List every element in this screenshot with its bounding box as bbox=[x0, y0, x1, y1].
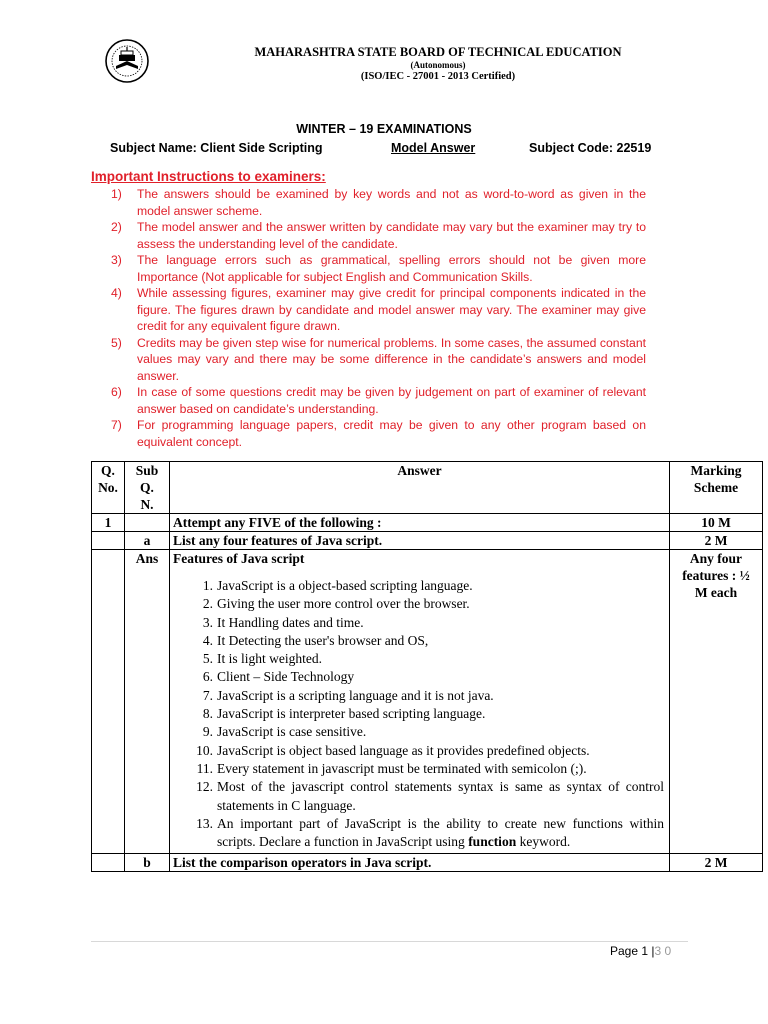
list-item bbox=[191, 815, 664, 852]
q1a-question: List any four features of Java script. bbox=[170, 532, 670, 550]
list-item bbox=[191, 614, 664, 632]
marks-line: M each bbox=[694, 585, 738, 600]
instruction-number: 4) bbox=[111, 286, 122, 300]
board-name: MAHARASHTRA STATE BOARD OF TECHNICAL EDUCATION bbox=[254, 45, 622, 59]
feature-text: JavaScript is object based language as it provides predefined objects. bbox=[217, 742, 590, 758]
table-header-row bbox=[92, 462, 763, 514]
list-item bbox=[191, 742, 664, 760]
instruction-text: While assessing figures, examiner may give credit for principal components indicated in the figure. The figures drawn by candidate and model answer may vary. The examiner may give credit for any equivalent figure drawn. bbox=[137, 286, 646, 333]
instruction-text: In case of some questions credit may be given by judgement on part of examiner of relevant answer based on candidate’s understanding. bbox=[137, 385, 646, 416]
list-item bbox=[191, 668, 664, 686]
feature-text: JavaScript is interpreter based scripting language. bbox=[217, 706, 486, 722]
marks-line: features : ½ bbox=[682, 568, 750, 583]
table-row-q1a bbox=[92, 532, 763, 550]
instruction-text: Credits may be given step wise for numerical problems. In some cases, the assumed constant values may vary and there may be some difference in the candidate’s answers and model answer. bbox=[137, 335, 646, 383]
answer-marks bbox=[670, 550, 763, 854]
feature-number: 4. bbox=[202, 632, 213, 648]
feature-text: Giving the user more control over the browser. bbox=[217, 596, 470, 612]
instruction-item bbox=[111, 384, 646, 417]
marks-line: Any four bbox=[689, 551, 743, 566]
header-marking-line: Scheme bbox=[693, 480, 739, 495]
q1a-marks: 2 M bbox=[670, 532, 763, 550]
autonomous-label: (Autonomous) bbox=[410, 60, 466, 70]
feature-number: 3. bbox=[202, 614, 213, 630]
q1-marks: 10 M bbox=[670, 514, 763, 532]
header-marking-line: Marking bbox=[690, 463, 742, 478]
list-item bbox=[191, 760, 664, 778]
header-sub-line: N. bbox=[140, 497, 154, 512]
answer-body bbox=[170, 550, 670, 854]
feature-number: 9. bbox=[202, 724, 213, 740]
instruction-item bbox=[111, 219, 646, 252]
table-row-q1 bbox=[92, 514, 763, 532]
header-subqno bbox=[125, 462, 170, 514]
q1-sub bbox=[125, 514, 170, 532]
footer-divider bbox=[91, 941, 688, 942]
q1-instruction: Attempt any FIVE of the following : bbox=[170, 514, 670, 532]
instruction-item bbox=[111, 285, 646, 335]
feature-number: 12. bbox=[196, 779, 213, 795]
instructions-title: Important Instructions to examiners: bbox=[91, 169, 326, 184]
feature-number: 6. bbox=[202, 669, 213, 685]
list-item bbox=[191, 687, 664, 705]
header-sub-line: Sub bbox=[135, 463, 159, 478]
feature-text: Client – Side Technology bbox=[217, 669, 355, 685]
features-list bbox=[173, 577, 666, 851]
instruction-text: For programming language papers, credit may be given to any other program based on equivalent concept. bbox=[137, 418, 646, 449]
subject-name: Subject Name: Client Side Scripting bbox=[110, 141, 323, 155]
instruction-text: The language errors such as grammatical, spelling errors should not be given more Importance (Not applicable for subject English and Communication Skills. bbox=[137, 253, 646, 284]
instructions-list bbox=[111, 186, 646, 450]
feature-text: It Handling dates and time. bbox=[217, 614, 364, 630]
list-item bbox=[191, 632, 664, 650]
page-total: 3 0 bbox=[654, 944, 672, 958]
feature-number: 11. bbox=[196, 760, 213, 776]
feature-text: JavaScript is a scripting language and it is not java. bbox=[217, 687, 494, 703]
answer-number bbox=[92, 550, 125, 854]
feature-number: 2. bbox=[202, 596, 213, 612]
feature-number: 1. bbox=[202, 578, 213, 593]
feature-number: 13. bbox=[196, 815, 213, 831]
header-sub-line: Q. bbox=[140, 480, 154, 495]
feature-text: An important part of JavaScript is the ability to create new functions within scripts. Declare a function in JavaScript using bbox=[217, 815, 664, 850]
list-item bbox=[191, 577, 664, 595]
instruction-text: The answers should be examined by key words and not as word-to-word as given in the model answer scheme. bbox=[137, 187, 646, 218]
instruction-number: 3) bbox=[111, 253, 122, 267]
list-item bbox=[191, 705, 664, 723]
instruction-item bbox=[111, 252, 646, 285]
feature-number: 5. bbox=[202, 651, 213, 667]
feature-text: keyword. bbox=[519, 834, 571, 850]
q1a-sub: a bbox=[125, 532, 170, 550]
q1b-sub: b bbox=[125, 854, 170, 872]
instruction-item bbox=[111, 417, 646, 450]
feature-text: Most of the javascript control statements syntax is same as syntax of control statements in C language. bbox=[217, 779, 664, 813]
instruction-number: 1) bbox=[111, 187, 122, 201]
instruction-number: 5) bbox=[111, 335, 122, 350]
model-answer-label: Model Answer bbox=[391, 141, 476, 155]
q1-number: 1 bbox=[92, 514, 125, 532]
q1b-marks: 2 M bbox=[670, 854, 763, 872]
table-row-q1b bbox=[92, 854, 763, 872]
answer-table bbox=[91, 461, 763, 872]
list-item bbox=[191, 650, 664, 668]
instruction-number: 7) bbox=[111, 418, 122, 432]
header-answer: Answer bbox=[170, 462, 670, 514]
instruction-text: The model answer and the answer written by candidate may vary but the examiner may try to assess the understanding level of the candidate. bbox=[137, 220, 646, 251]
feature-text: JavaScript is case sensitive. bbox=[217, 724, 367, 740]
q1b-number bbox=[92, 854, 125, 872]
feature-number: 10. bbox=[196, 742, 213, 758]
feature-text: It Detecting the user's browser and OS, bbox=[217, 632, 429, 648]
q1b-question: List the comparison operators in Java script. bbox=[170, 854, 670, 872]
list-item bbox=[191, 778, 664, 815]
list-item bbox=[191, 723, 664, 741]
feature-text: It is light weighted. bbox=[217, 651, 322, 667]
header-qno bbox=[92, 462, 125, 514]
instruction-number: 2) bbox=[111, 220, 122, 234]
feature-text: JavaScript is a object-based scripting language. bbox=[217, 578, 473, 593]
feature-number: 7. bbox=[202, 687, 213, 703]
page-number bbox=[610, 944, 671, 958]
feature-number: 8. bbox=[202, 706, 213, 722]
exam-title: WINTER – 19 EXAMINATIONS bbox=[296, 122, 472, 136]
header-qno-line: No. bbox=[98, 480, 118, 495]
subject-code: Subject Code: 22519 bbox=[529, 141, 652, 155]
instruction-item bbox=[111, 335, 646, 385]
iso-certification: (ISO/IEC - 27001 - 2013 Certified) bbox=[360, 71, 516, 82]
header-marking bbox=[670, 462, 763, 514]
header-qno-line: Q. bbox=[101, 463, 115, 478]
q1a-number bbox=[92, 532, 125, 550]
instruction-item bbox=[111, 186, 646, 219]
answer-sub: Ans bbox=[125, 550, 170, 854]
page-label: Page 1 | bbox=[610, 944, 655, 958]
list-item bbox=[191, 595, 664, 613]
feature-keyword: function bbox=[468, 834, 517, 850]
instruction-number: 6) bbox=[111, 385, 122, 399]
answer-heading: Features of Java script bbox=[173, 551, 305, 566]
feature-text: Every statement in javascript must be terminated with semicolon (;). bbox=[217, 760, 587, 776]
table-row-answer bbox=[92, 550, 763, 854]
